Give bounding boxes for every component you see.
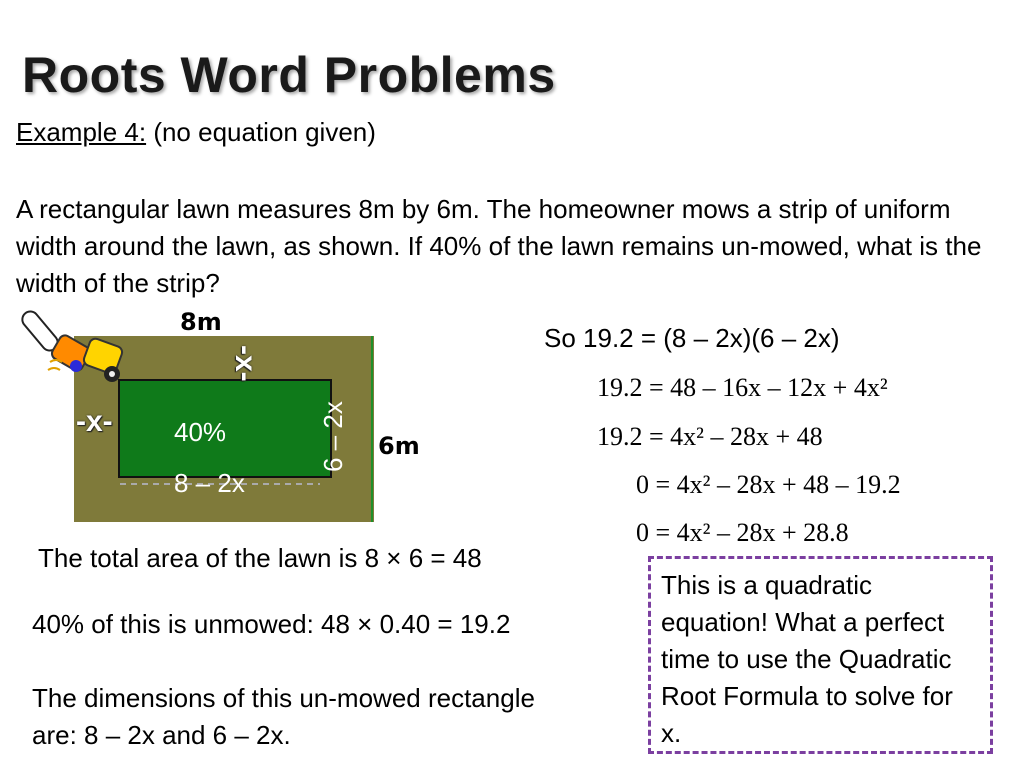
page-title: Roots Word Problems <box>22 47 556 103</box>
problem-text: A rectangular lawn measures 8m by 6m. The homeowner mows a strip of uniform width around the lawn, as shown. If 40% of the lawn remains un-mowed, what is the width of the strip? <box>16 194 982 298</box>
example-heading <box>16 114 376 151</box>
unmowed-area-statement: 40% of this is unmowed: 48 × 0.40 = 19.2 <box>32 609 511 639</box>
strip-width-label-left: -x- <box>76 405 113 438</box>
side-dimension-label: 6m <box>378 432 420 460</box>
total-area-statement: The total area of the lawn is 8 × 6 = 48 <box>38 543 482 573</box>
percent-label: 40% <box>174 417 227 447</box>
dimensions-statement: The dimensions of this un-mowed rectangle are: 8 – 2x and 6 – 2x. <box>32 683 535 750</box>
lawn-mower-icon <box>20 308 124 382</box>
top-dimension-label: 8m <box>180 308 222 336</box>
example-note: (no equation given) <box>153 117 376 147</box>
width-expression-label: 8 – 2x <box>174 468 245 498</box>
quadratic-callout: This is a quadratic equation! What a perfect time to use the Quadratic Root Formula to solve for x. <box>648 556 993 754</box>
equation-line-4: 0 = 4x² – 28x + 28.8 <box>636 518 849 547</box>
equation-line-1: 19.2 = 48 – 16x – 12x + 4x² <box>597 373 888 402</box>
example-label: Example 4: <box>16 117 147 147</box>
equation-line-2: 19.2 = 4x² – 28x + 48 <box>597 422 823 451</box>
height-expression-label: 6 – 2x <box>318 401 348 472</box>
equation-line-3: 0 = 4x² – 28x + 48 – 19.2 <box>636 470 901 499</box>
strip-width-label-top: -x- <box>229 345 262 382</box>
equation-intro: So 19.2 = (8 – 2x)(6 – 2x) <box>544 323 840 353</box>
